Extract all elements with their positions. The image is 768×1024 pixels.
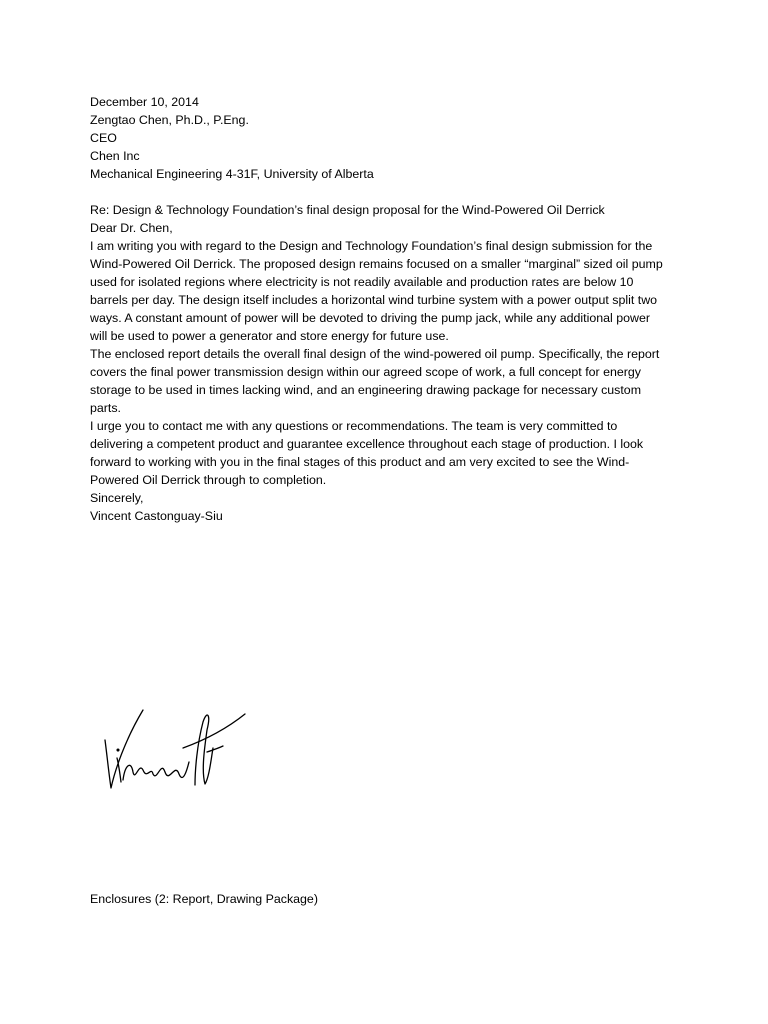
recipient-company: Chen Inc: [90, 149, 140, 163]
recipient-title: CEO: [90, 131, 117, 145]
paragraph-3: I urge you to contact me with any questions or recommendations. The team is very committed to delivering a competent product and guarantee excellence throughout each stage of production. I look forward to working with you in the final stages of this product and am very excited to see the Wind-Powered Oil Derrick through to completion.: [90, 419, 644, 487]
letter-date: December 10, 2014: [90, 95, 199, 109]
paragraph-2: The enclosed report details the overall final design of the wind-powered oil pump. Specifically, the report covers the final power transmission design within our agreed scope of work, a full concept for energy storage to be used in times lacking wind, and an engineering drawing package for necessary custom parts.: [90, 347, 660, 415]
handwritten-signature: [95, 700, 255, 800]
sender-name: Vincent Castonguay-Siu: [90, 509, 223, 523]
subject-line: Re: Design & Technology Foundation’s final design proposal for the Wind-Powered Oil Derrick: [90, 203, 605, 217]
recipient-address: Mechanical Engineering 4-31F, University of Alberta: [90, 167, 374, 181]
enclosures-note: Enclosures (2: Report, Drawing Package): [90, 892, 318, 907]
salutation: Dear Dr. Chen,: [90, 221, 173, 235]
paragraph-1: I am writing you with regard to the Design and Technology Foundation’s final design submission for the Wind-Powered Oil Derrick. The proposed design remains focused on a smaller “marginal” sized oil pump used for isolated regions where electricity is not readily available and production rates are below 10 barrels per day. The design itself includes a horizontal wind turbine system with a power output split two ways. A constant amount of power will be devoted to driving the pump jack, while any additional power will be used to power a generator and store energy for future use.: [90, 239, 663, 343]
closing: Sincerely,: [90, 491, 144, 505]
letter-body: [90, 93, 670, 525]
recipient-name: Zengtao Chen, Ph.D., P.Eng.: [90, 113, 249, 127]
recipient-block: [90, 111, 670, 183]
